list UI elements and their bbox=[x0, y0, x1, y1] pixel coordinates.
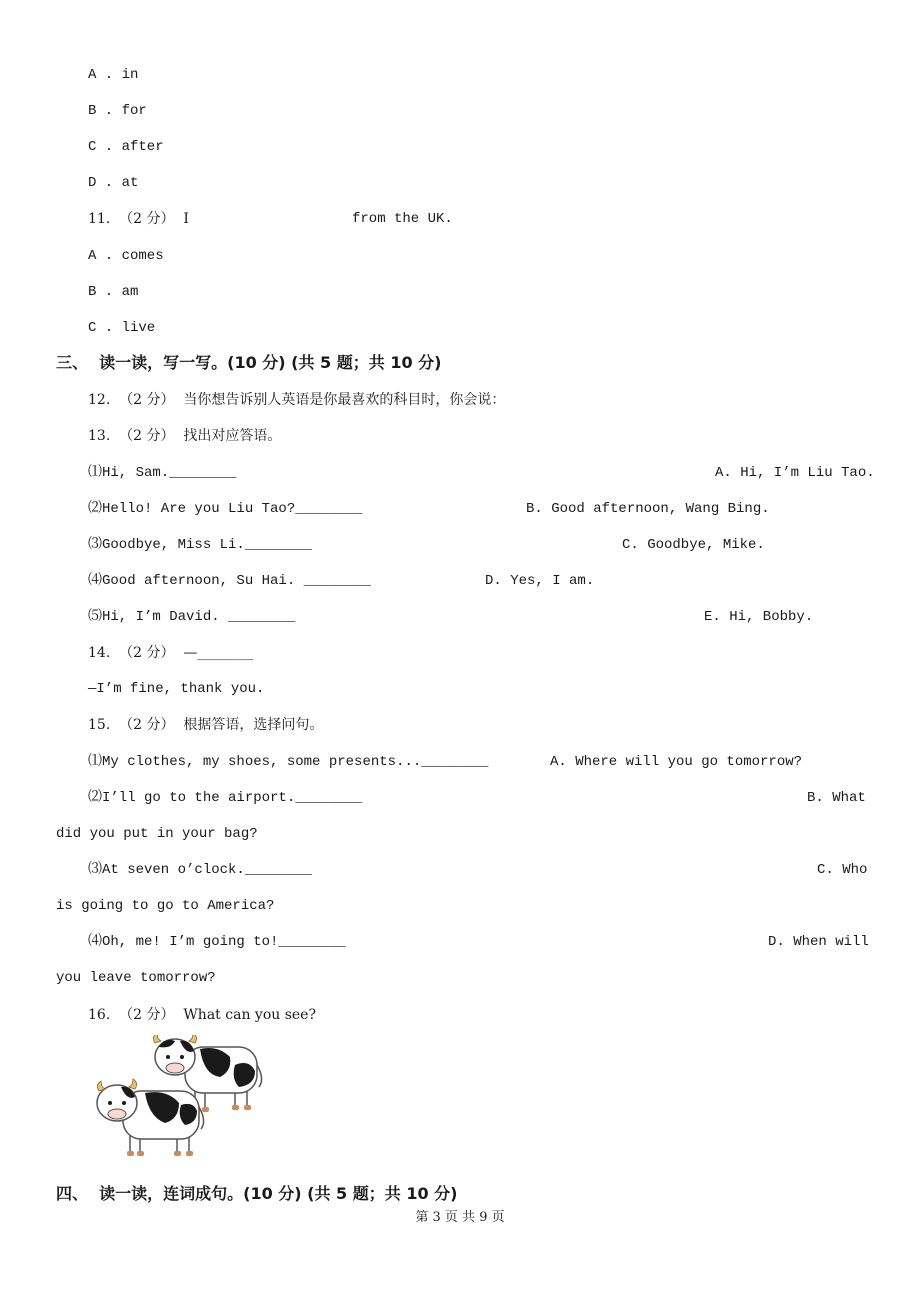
q13-answer-b: B. Good afternoon, Wang Bing. bbox=[526, 501, 770, 517]
q13-item-2: ⑵Hello! Are you Liu Tao?________ bbox=[88, 501, 363, 517]
q15-option-b: B. What bbox=[807, 790, 866, 806]
q13-item-3: ⑶Goodbye, Miss Li.________ bbox=[88, 537, 313, 553]
section-3-title: 三、 读一读，写一写。(10 分) (共 5 题；共 10 分) bbox=[56, 353, 442, 372]
q11-stem-tail: from the UK. bbox=[352, 211, 453, 227]
q16-stem: 16. （2 分） What can you see? bbox=[88, 1007, 316, 1023]
q15-item-2: ⑵I’ll go to the airport.________ bbox=[88, 790, 363, 806]
section-4-title: 四、 读一读，连词成句。(10 分) (共 5 题；共 10 分) bbox=[56, 1184, 458, 1203]
q15-option-a: A. Where will you go tomorrow? bbox=[550, 754, 803, 770]
q14-stem: 14. （2 分） —________ bbox=[88, 645, 254, 661]
q11-option-c: C . live bbox=[88, 320, 156, 336]
cow-front bbox=[97, 1079, 204, 1156]
q15-item-1: ⑴My clothes, my shoes, some presents...________ bbox=[88, 754, 489, 770]
q10-option-a: A . in bbox=[88, 67, 139, 83]
q10-option-c: C . after bbox=[88, 139, 164, 155]
q15-option-c-cont: is going to go to America? bbox=[56, 898, 275, 914]
q15-item-3: ⑶At seven o’clock.________ bbox=[88, 862, 313, 878]
q10-option-b: B . for bbox=[88, 103, 147, 119]
q12-stem: 12. （2 分） 当你想告诉别人英语是你最喜欢的科目时，你会说： bbox=[88, 392, 506, 408]
q11-option-a: A . comes bbox=[88, 248, 164, 264]
q15-stem: 15. （2 分） 根据答语，选择问句。 bbox=[88, 717, 324, 733]
q15-option-d: D. When will bbox=[768, 934, 869, 950]
q13-stem: 13. （2 分） 找出对应答语。 bbox=[88, 428, 282, 444]
q15-option-b-cont: did you put in your bag? bbox=[56, 826, 258, 842]
q13-answer-a: A. Hi, I’m Liu Tao. bbox=[715, 465, 875, 481]
q13-item-1: ⑴Hi, Sam.________ bbox=[88, 465, 237, 481]
q15-option-c: C. Who bbox=[817, 862, 868, 878]
q14-answer: —I’m fine, thank you. bbox=[88, 681, 265, 697]
q13-answer-c: C. Goodbye, Mike. bbox=[622, 537, 765, 553]
cows-illustration bbox=[95, 1035, 265, 1160]
q13-answer-d: D. Yes, I am. bbox=[485, 573, 595, 589]
q15-item-4: ⑷Oh, me! I’m going to!________ bbox=[88, 934, 346, 950]
page-footer: 第 3 页 共 9 页 bbox=[415, 1210, 505, 1225]
q13-item-4: ⑷Good afternoon, Su Hai. ________ bbox=[88, 573, 371, 589]
q15-option-d-cont: you leave tomorrow? bbox=[56, 970, 216, 986]
q10-option-d: D . at bbox=[88, 175, 139, 191]
q13-answer-e: E. Hi, Bobby. bbox=[704, 609, 814, 625]
q11-stem: 11. （2 分） I bbox=[88, 211, 189, 227]
q11-option-b: B . am bbox=[88, 284, 139, 300]
q13-item-5: ⑸Hi, I’m David. ________ bbox=[88, 609, 296, 625]
